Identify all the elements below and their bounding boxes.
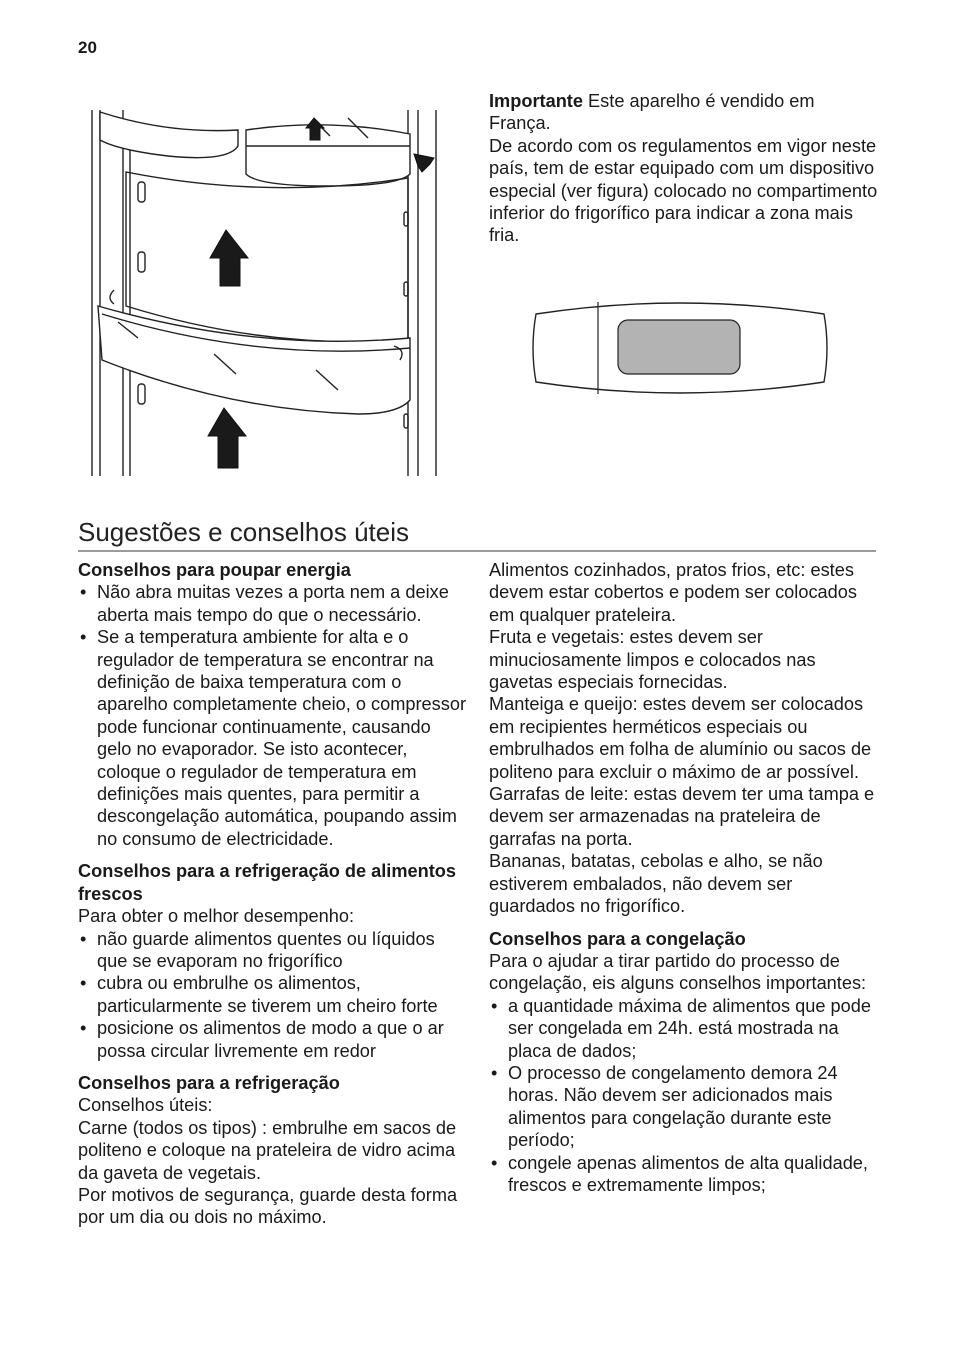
right-column: [489, 559, 879, 1196]
storage-tip: Garrafas de leite: estas devem ter uma tampa e devem ser armazenadas na prateleira de garrafas na porta.: [489, 784, 875, 849]
storage-tip: Bananas, batatas, cebolas e alho, se não estiverem embalados, não devem ser guardados no frigorífico.: [489, 851, 823, 917]
list-item: • congele apenas alimentos de alta qualidade, frescos e extremamente limpos;: [489, 1152, 879, 1197]
list-item: • Se a temperatura ambiente for alta e o regulador de temperatura se encontrar na definição de baixa temperatura com o aparelho completamente cheio, o compressor pode funcionar continuamente, causando gelo no evaporador. Se isto acontecer, coloque o regulador de temperatura em definições mais quentes, para permitir a descongelação automática, poupando assim no consumo de electricidade.: [78, 626, 470, 850]
freeze-list: [489, 995, 879, 1197]
page-number: 20: [78, 38, 97, 57]
indicator-display: [618, 320, 740, 374]
intro-line-1: Este aparelho é vendido em França.: [489, 91, 815, 134]
energy-heading: Conselhos para poupar energia: [78, 560, 351, 580]
energy-list: [78, 581, 470, 850]
important-label: Importante: [489, 91, 583, 111]
list-item: • a quantidade máxima de alimentos que pode ser congelada em 24h. está mostrada na placa de dados;: [489, 995, 879, 1062]
list-item: • não guarde alimentos quentes ou líquidos que se evaporam no frigorífico: [78, 928, 470, 973]
storage-tip: Fruta e vegetais: estes devem ser minuciosamente limpos e colocados nas gavetas especiais fornecidas.: [489, 627, 816, 693]
temperature-indicator-illustration: [532, 298, 828, 398]
refrig-heading: Conselhos para a refrigeração: [78, 1072, 340, 1093]
list-item: • posicione os alimentos de modo a que o ar possa circular livremente em redor: [78, 1017, 470, 1062]
refrig-line-2: Carne (todos os tipos) : embrulhe em sacos de politeno e coloque na prateleira de vidro acima da gaveta de vegetais.: [78, 1117, 457, 1183]
list-item: • O processo de congelamento demora 24 horas. Não devem ser adicionados mais alimentos para congelação durante este período;: [489, 1062, 879, 1152]
section-rule: [78, 550, 876, 552]
list-item: • cubra ou embrulhe os alimentos, particularmente se tiverem um cheiro forte: [78, 972, 470, 1017]
left-column: [78, 559, 470, 1229]
section-title: Sugestões e conselhos úteis: [78, 517, 409, 547]
freeze-heading: Conselhos para a congelação: [489, 928, 746, 949]
fresh-list: [78, 928, 470, 1062]
refrig-line-3: Por motivos de segurança, guarde desta forma por um dia ou dois no máximo.: [78, 1184, 458, 1228]
fresh-intro: Para obter o melhor desempenho:: [78, 906, 355, 927]
fridge-door-illustration: [78, 100, 440, 478]
fresh-heading: Conselhos para a refrigeração de alimentos frescos: [78, 861, 457, 904]
storage-tip: Alimentos cozinhados, pratos frios, etc: estes devem estar cobertos e podem ser colocados em qualquer prateleira.: [489, 560, 857, 625]
storage-tip: Manteiga e queijo: estes devem ser colocados em recipientes herméticos especiais ou embrulhados em folha de alumínio ou sacos de politeno para excluir o máximo de ar possível.: [489, 694, 872, 782]
list-item: • Não abra muitas vezes a porta nem a deixe aberta mais tempo do que o necessário.: [78, 581, 470, 626]
intro-text: [489, 90, 879, 247]
freeze-intro: Para o ajudar a tirar partido do processo de congelação, eis alguns conselhos importantes:: [489, 950, 867, 994]
refrig-line-1: Conselhos úteis:: [78, 1095, 213, 1116]
intro-line-2: De acordo com os regulamentos em vigor neste país, tem de estar equipado com um dispositivo especial (ver figura) colocado no compartimento inferior do frigorífico para indicar a zona mais fria.: [489, 135, 878, 246]
